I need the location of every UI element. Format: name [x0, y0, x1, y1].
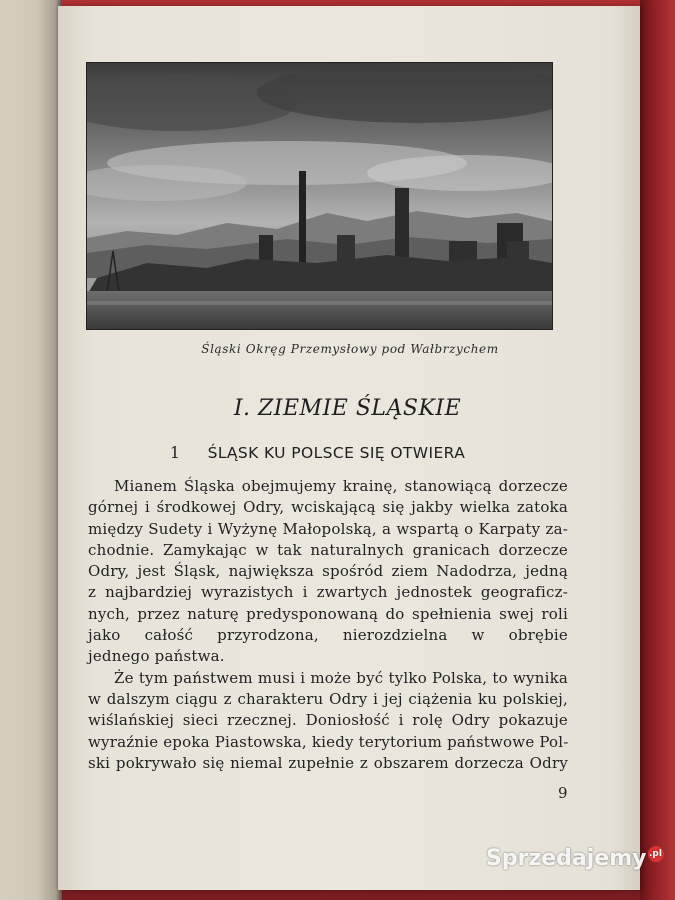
section-title: ŚLĄSK KU POLSCE SIĘ OTWIERA: [207, 444, 466, 462]
text-line: w dalszym ciągu z charakteru Odry i jej ciążenia ku polskiej,: [88, 689, 568, 708]
text-line: z najbardziej wyrazistych i zwartych jednostek geograficz-: [88, 583, 568, 602]
text-line: chodnie. Zamykając w tak naturalnych granicach dorzecze: [88, 540, 568, 559]
text-line: Że tym państwem musi i może być tylko Polska, to wynika: [114, 668, 568, 687]
chapter-title: I. ZIEMIE ŚLĄSKIE: [233, 396, 462, 421]
text-line: Odry, jest Śląsk, największa spośród ziem Nadodrza, jedną: [88, 562, 568, 581]
text-line: między Sudety i Wyżynę Małopolską, a wspartą o Karpaty za-: [88, 519, 568, 538]
page-number: 9: [558, 784, 568, 802]
body-text: [88, 476, 568, 774]
photo-caption: Śląski Okręg Przemysłowy pod Wałbrzychem: [201, 342, 499, 356]
text-line: wiślańskiej sieci rzecznej. Doniosłość i rolę Odry pokazuje: [88, 711, 568, 730]
previous-page-edge: [0, 0, 62, 900]
text-line: ski pokrywało się niemal zupełnie z obszarem dorzecza Odry: [88, 753, 568, 772]
text-line: jednego państwa.: [88, 647, 225, 666]
watermark-text: Sprzedajemy: [486, 846, 647, 871]
text-line: górnej i środkowej Odry, wciskającą się jakby wielka zatoka: [88, 498, 568, 517]
book-cover-edge: [640, 0, 675, 900]
section-number: 1: [170, 444, 181, 462]
text-line: nych, przez naturę predysponowaną do spełnienia swej roli: [88, 604, 568, 623]
section-heading: [170, 444, 465, 462]
text-line: Mianem Śląska obejmujemy krainę, stanowiącą dorzecze: [114, 477, 568, 495]
site-watermark: [486, 846, 664, 871]
industrial-photo: [86, 62, 553, 330]
watermark-suffix: .pl: [648, 846, 664, 862]
text-line: jako całość przyrodzona, nierozdzielna w obrębie: [88, 626, 568, 645]
text-line: wyraźnie epoka Piastowska, kiedy terytorium państwowe Pol-: [88, 732, 569, 751]
